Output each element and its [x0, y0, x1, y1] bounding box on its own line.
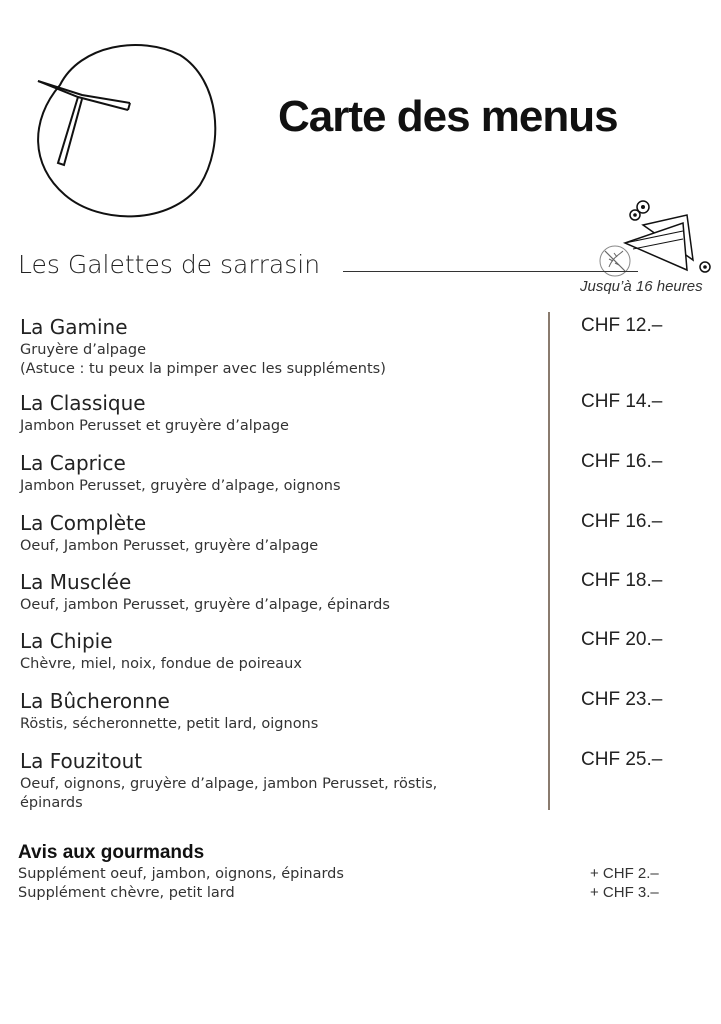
- menu-item-name: La Chipie: [20, 629, 113, 653]
- menu-item-price: CHF 20.–: [581, 629, 663, 650]
- menu-item-name: La Bûcheronne: [20, 689, 170, 713]
- supplement-price: + CHF 2.–: [590, 865, 659, 882]
- menu-item-description: Oeuf, jambon Perusset, gruyère d’alpage, épinards: [20, 597, 390, 613]
- menu-item-price: CHF 16.–: [581, 451, 663, 472]
- supplement-price: + CHF 3.–: [590, 884, 659, 901]
- menu-item-name: La Caprice: [20, 451, 126, 475]
- price-divider: [548, 312, 550, 810]
- menu-item-description: Jambon Perusset, gruyère d’alpage, oignons: [20, 478, 341, 494]
- menu-item-description: Chèvre, miel, noix, fondue de poireaux: [20, 656, 302, 672]
- menu-item-price: CHF 14.–: [581, 391, 663, 412]
- section-underline: [343, 271, 638, 272]
- menu-item-name: La Gamine: [20, 315, 128, 339]
- menu-item-price: CHF 25.–: [581, 749, 663, 770]
- menu-item-description: Gruyère d’alpage (Astuce : tu peux la pimper avec les suppléments): [20, 342, 386, 377]
- menu-item-description: Jambon Perusset et gruyère d’alpage: [20, 418, 289, 434]
- clock-logo-icon: [20, 25, 230, 225]
- menu-item-name: La Complète: [20, 511, 147, 535]
- menu-item-price: CHF 23.–: [581, 689, 663, 710]
- section-note: Jusqu’à 16 heures: [580, 278, 703, 295]
- menu-item-name: La Fouzitout: [20, 749, 143, 773]
- menu-item-price: CHF 18.–: [581, 570, 663, 591]
- menu-item-name: La Classique: [20, 391, 146, 415]
- crepes-illustration-icon: [595, 195, 715, 280]
- menu-item-name: La Musclée: [20, 570, 132, 594]
- menu-item-price: CHF 16.–: [581, 511, 663, 532]
- supplement-label: Supplément chèvre, petit lard: [18, 885, 235, 901]
- menu-item-description: Röstis, sécheronnette, petit lard, oignons: [20, 716, 319, 732]
- section-title: Les Galettes de sarrasin: [18, 250, 321, 279]
- menu-item-price: CHF 12.–: [581, 315, 663, 336]
- page-title: Carte des menus: [278, 92, 618, 141]
- menu-item-description: Oeuf, oignons, gruyère d’alpage, jambon Perusset, röstis, épinards: [20, 776, 438, 811]
- menu-item-description: Oeuf, Jambon Perusset, gruyère d’alpage: [20, 538, 319, 554]
- supplement-label: Supplément oeuf, jambon, oignons, épinards: [18, 866, 344, 882]
- gourmands-title: Avis aux gourmands: [18, 842, 205, 863]
